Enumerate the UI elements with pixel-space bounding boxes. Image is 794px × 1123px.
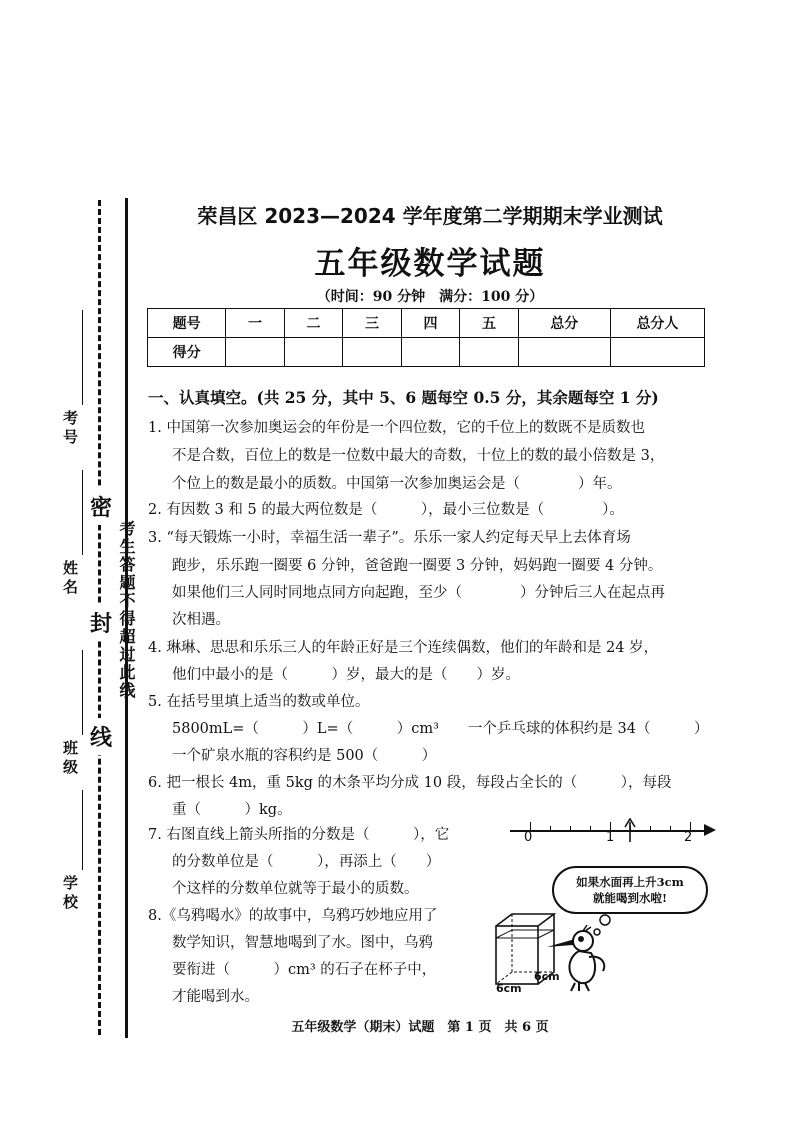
page-footer: 五年级数学（期末）试题 第 1 页 共 6 页 bbox=[291, 1020, 549, 1035]
question-line: 8.《乌鸦喝水》的故事中，乌鸦巧妙地应用了 bbox=[148, 908, 438, 924]
question-line: 2. 有因数 3 和 5 的最大两位数是（ ），最小三位数是（ ）。 bbox=[148, 502, 624, 518]
margin-blank-class[interactable] bbox=[82, 650, 83, 735]
margin-blank-exam-number[interactable] bbox=[82, 310, 83, 405]
question-line: 重（ ）kg。 bbox=[172, 802, 292, 818]
table-cell: 得分 bbox=[148, 338, 226, 367]
question-line: 3. “每天锻炼一小时，幸福生活一辈子”。乐乐一家人约定每天早上去体育场 bbox=[148, 530, 631, 546]
table-cell: 总分 bbox=[518, 309, 610, 338]
table-row bbox=[148, 309, 705, 338]
question-line: 个这样的分数单位就等于最小的质数。 bbox=[172, 881, 419, 897]
question-line: 次相遇。 bbox=[172, 612, 230, 628]
margin-blank-name[interactable] bbox=[82, 470, 83, 555]
margin-notice: 考生答题不得超过此线 bbox=[117, 520, 136, 700]
cup-depth-label: 6cm bbox=[534, 970, 560, 983]
margin-label-school: 学校 bbox=[61, 875, 79, 913]
score-cell[interactable] bbox=[343, 338, 402, 367]
question-line: 5800mL=（ ）L=（ ）cm³ 一个乒乓球的体积约是 34（ ） bbox=[172, 721, 709, 737]
question-line: 4. 琳琳、思思和乐乐三人的年龄正好是三个连续偶数，他们的年龄和是 24 岁， bbox=[148, 640, 659, 656]
cup-width-label: 6cm bbox=[496, 982, 522, 995]
question-line: 6. 把一根长 4m，重 5kg 的木条平均分成 10 段，每段占全长的（ ），每段 bbox=[148, 775, 672, 791]
number-line-label-0: 0 bbox=[524, 830, 533, 845]
number-line-tick bbox=[670, 826, 671, 832]
question-line: 跑步，乐乐跑一圈要 6 分钟，爸爸跑一圈要 3 分钟，妈妈跑一圈要 4 分钟。 bbox=[172, 558, 663, 574]
table-cell: 三 bbox=[343, 309, 402, 338]
seal-char-xian: 线 bbox=[90, 718, 112, 755]
score-cell[interactable] bbox=[401, 338, 460, 367]
margin-label-name: 姓名 bbox=[61, 560, 79, 598]
number-line-tick bbox=[570, 826, 571, 832]
number-line-label-1: 1 bbox=[606, 830, 615, 845]
table-cell: 一 bbox=[226, 309, 285, 338]
score-cell[interactable] bbox=[610, 338, 704, 367]
table-cell: 五 bbox=[460, 309, 519, 338]
table-row bbox=[148, 338, 705, 367]
question-line: 7. 右图直线上箭头所指的分数是（ ），它 bbox=[148, 827, 450, 843]
number-line-tick bbox=[650, 826, 651, 832]
speech-bubble bbox=[552, 866, 708, 914]
margin-label-exam-number: 考号 bbox=[61, 410, 79, 448]
number-line-tick bbox=[590, 826, 591, 832]
score-cell[interactable] bbox=[460, 338, 519, 367]
speech-line-2: 就能喝到水啦! bbox=[592, 891, 668, 905]
exam-title: 荣昌区 2023—2024 学年度第二学期期末学业测试 bbox=[197, 204, 663, 228]
question-line: 个位上的数是最小的质数。中国第一次参加奥运会是（ ）年。 bbox=[172, 476, 622, 492]
number-line-tick bbox=[550, 826, 551, 832]
exam-subtitle: 五年级数学试题 bbox=[314, 246, 546, 282]
score-cell[interactable] bbox=[518, 338, 610, 367]
question-line: 一个矿泉水瓶的容积约是 500（ ） bbox=[172, 748, 437, 764]
section-title: 一、认真填空。(共 25 分，其中 5、6 题每空 0.5 分，其余题每空 1 分) bbox=[148, 388, 659, 407]
exam-time-info: （时间：90 分钟 满分：100 分） bbox=[316, 289, 544, 305]
margin-label-class: 班级 bbox=[61, 740, 79, 778]
question-line: 不是合数，百位上的数是一位数中最大的奇数，十位上的数的最小倍数是 3， bbox=[172, 448, 665, 464]
seal-char-feng: 封 bbox=[90, 604, 112, 641]
seal-char-mi: 密 bbox=[90, 488, 112, 525]
table-cell: 题号 bbox=[148, 309, 226, 338]
number-line-arrowhead bbox=[704, 824, 716, 836]
crow-illustration bbox=[545, 925, 615, 995]
margin-blank-school[interactable] bbox=[82, 790, 83, 870]
table-cell: 四 bbox=[401, 309, 460, 338]
number-line-pointer-arrow bbox=[624, 818, 636, 842]
number-line-label-2: 2 bbox=[684, 830, 693, 845]
question-line: 如果他们三人同时同地点同方向起跑，至少（ ）分钟后三人在起点再 bbox=[172, 585, 665, 601]
question-line: 的分数单位是（ ），再添上（ ） bbox=[172, 854, 441, 870]
table-cell: 总分人 bbox=[610, 309, 704, 338]
table-cell: 二 bbox=[284, 309, 343, 338]
score-table bbox=[147, 308, 705, 367]
score-cell[interactable] bbox=[226, 338, 285, 367]
question-line: 数学知识，智慧地喝到了水。图中，乌鸦 bbox=[172, 935, 433, 951]
question-line: 5. 在括号里填上适当的数或单位。 bbox=[148, 694, 370, 710]
speech-line-1: 如果水面再上升3cm bbox=[576, 875, 684, 889]
question-line: 才能喝到水。 bbox=[172, 989, 259, 1005]
question-line: 他们中最小的是（ ）岁，最大的是（ ）岁。 bbox=[172, 667, 520, 683]
question-line: 要衔进（ ）cm³ 的石子在杯子中， bbox=[172, 962, 437, 978]
question-line: 1. 中国第一次参加奥运会的年份是一个四位数，它的千位上的数既不是质数也 bbox=[148, 420, 645, 436]
score-cell[interactable] bbox=[284, 338, 343, 367]
